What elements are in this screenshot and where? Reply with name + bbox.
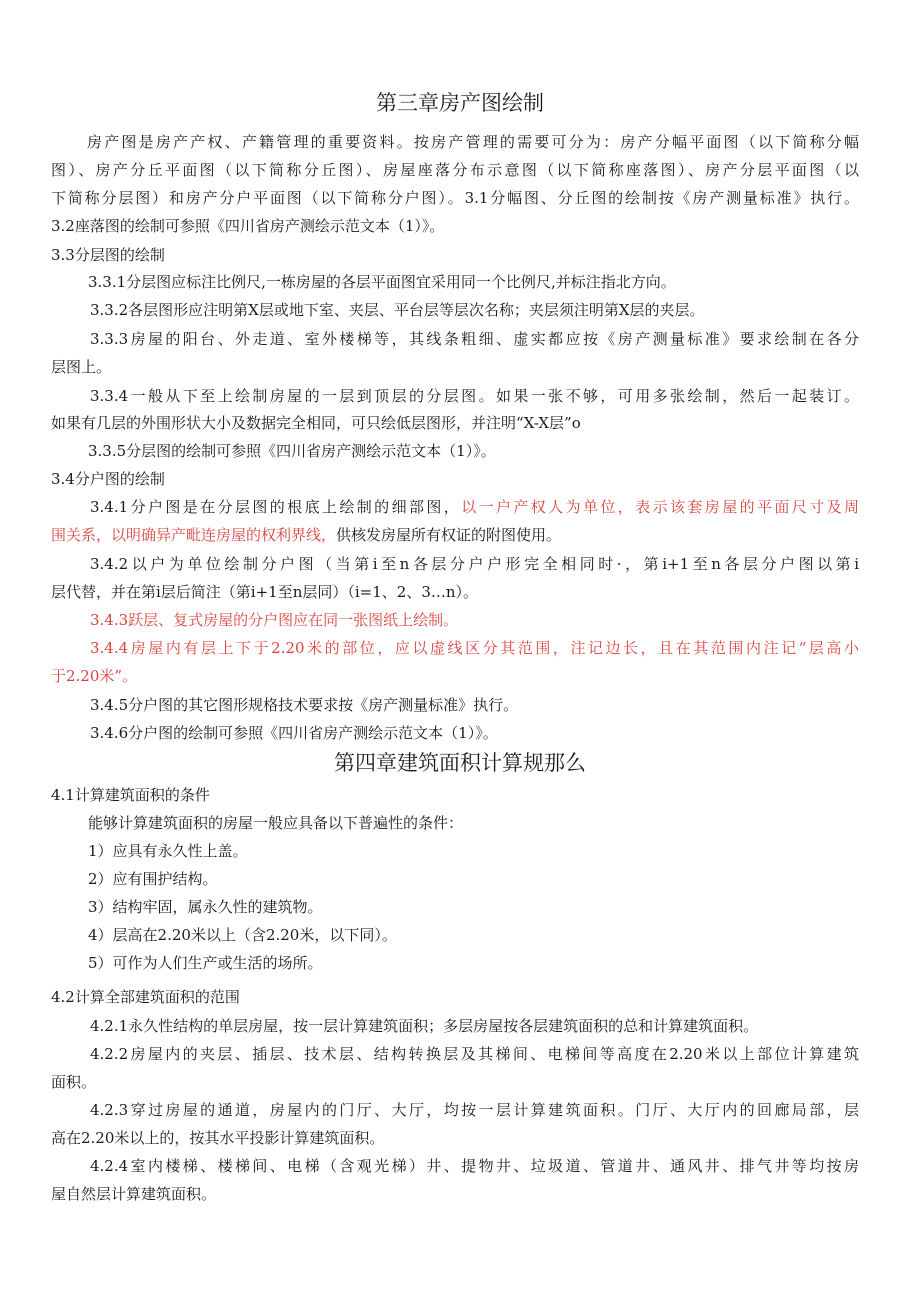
- para-3-4-1-highlight-a: 以一户产权人为单位，表示该套房屋的平面尺寸及周: [461, 498, 859, 516]
- condition-item-1: 1）应具有永久性上盖。: [88, 842, 248, 860]
- section-3-4-heading: 3.4分户图的绘制: [51, 470, 165, 488]
- para-3-3-4-line-2: 如果有几层的外围形状大小及数据完全相同，可只绘低层图形，并注明“X-X层”o: [51, 414, 581, 432]
- para-3-4-6: 3.4.6分户图的绘制可参照《四川省房产测绘示范文本（1）》。: [90, 724, 498, 742]
- para-4-2-4-line-1: 4.2.4室内楼梯、楼梯间、电梯（含观光梯）井、提物井、垃圾道、管道井、通风井、排气井等均按房: [90, 1157, 859, 1175]
- para-3-3-4-line-1: 3.3.4一般从下至上绘制房屋的一层到顶层的分层图。如果一张不够，可用多张绘制，然后一起装订。: [90, 387, 859, 405]
- para-3-4-5: 3.4.5分户图的其它图形规格技术要求按《房产测量标准》执行。: [90, 696, 519, 714]
- intro-line-4: 3.2座落图的绘制可参照《四川省房产测绘示范文本（1）》。: [51, 217, 445, 235]
- para-3-3-2: 3.3.2各层图形应注明第X层或地下室、夹层、平台层等层次名称；夹层须注明第X层的夹层。: [90, 301, 705, 319]
- section-4-1-heading: 4.1计算建筑面积的条件: [51, 786, 210, 804]
- section-3-3-heading: 3.3分层图的绘制: [51, 246, 165, 264]
- para-4-2-3-line-1: 4.2.3穿过房屋的通道，房屋内的门厅、大厅，均按一层计算建筑面积。门厅、大厅内的回廊局部，层: [90, 1101, 859, 1119]
- para-3-3-5: 3.3.5分层图的绘制可参照《四川省房产测绘示范文本（1）》。: [88, 442, 496, 460]
- para-3-4-1-line-1: [90, 496, 859, 518]
- para-3-4-4-line-2: 于2.20米”。: [51, 667, 138, 685]
- para-3-4-4-line-1: 3.4.4房屋内有层上下于2.20米的部位，应以虚线区分其范围，注记边长，且在其范围内注记“层高小: [90, 639, 859, 657]
- para-3-4-2-line-2: 层代替，并在第i层后简注（第i+1至n层同）（i=1、2、3…n）。: [51, 583, 479, 601]
- para-3-3-3-line-1: 3.3.3房屋的阳台、外走道、室外楼梯等，其线条粗细、虚实都应按《房产测量标准》要求绘制在各分: [90, 330, 859, 348]
- para-4-2-1: 4.2.1永久性结构的单层房屋，按一层计算建筑面积；多层房屋按各层建筑面积的总和计算建筑面积。: [90, 1017, 759, 1035]
- intro-line-2: 图）、房产分丘平面图（以下简称分丘图）、房屋座落分布示意图（以下简称座落图）、房产分层平面图（以: [51, 161, 859, 179]
- section-4-1-lead: 能够计算建筑面积的房屋一般应具备以下普遍性的条件：: [88, 814, 464, 832]
- para-3-4-1-line-2: [51, 524, 561, 546]
- para-3-3-3-line-2: 层图上。: [51, 358, 112, 376]
- condition-item-2: 2）应有围护结构。: [88, 870, 218, 888]
- para-4-2-4-line-2: 屋自然层计算建筑面积。: [51, 1185, 217, 1203]
- intro-line-1: 房产图是房产产权、产籍管理的重要资料。按房产管理的需要可分为：房产分幅平面图（以下简称分幅: [87, 133, 859, 151]
- para-4-2-2-line-1: 4.2.2房屋内的夹层、插层、技术层、结构转换层及其梯间、电梯间等高度在2.20米以上部位计算建筑: [90, 1045, 859, 1063]
- para-3-4-2-line-1: 3.4.2以户为单位绘制分户图（当第i至n各层分户户形完全相同时·，第i+1至n各层分户图以第i: [90, 555, 859, 573]
- para-4-2-3-line-2: 高在2.20米以上的，按其水平投影计算建筑面积。: [51, 1129, 385, 1147]
- chapter-4-title: 第四章建筑面积计算规那么: [334, 751, 586, 775]
- condition-item-5: 5）可作为人们生产或生活的场所。: [88, 954, 323, 972]
- para-3-3-1: 3.3.1分层图应标注比例尺,一栋房屋的各层平面图宜采用同一个比例尺,并标注指北方向。: [88, 273, 676, 291]
- condition-item-3: 3）结构牢固，属永久性的建筑物。: [88, 898, 323, 916]
- para-3-4-3: 3.4.3跃层、复式房屋的分户图应在同一张图纸上绘制。: [90, 611, 459, 629]
- para-3-4-1-highlight-b: 围关系，以明确异产毗连房屋的权利界线，: [51, 526, 337, 544]
- para-3-4-1-text-a: 3.4.1分户图是在分层图的根底上绘制的细部图，: [90, 498, 462, 516]
- chapter-3-title: 第三章房产图绘制: [376, 91, 544, 115]
- condition-item-4: 4）层高在2.20米以上（含2.20米，以下同）。: [88, 926, 397, 944]
- intro-line-3: 下简称分层图）和房产分户平面图（以下简称分户图）。3.1分幅图、分丘图的绘制按《房产测量标准》执行。: [51, 189, 859, 207]
- section-4-2-heading: 4.2计算全部建筑面积的范围: [51, 988, 240, 1006]
- para-4-2-2-line-2: 面积。: [51, 1073, 97, 1091]
- para-3-4-1-text-b: 供核发房屋所有权证的附图使用。: [336, 526, 562, 544]
